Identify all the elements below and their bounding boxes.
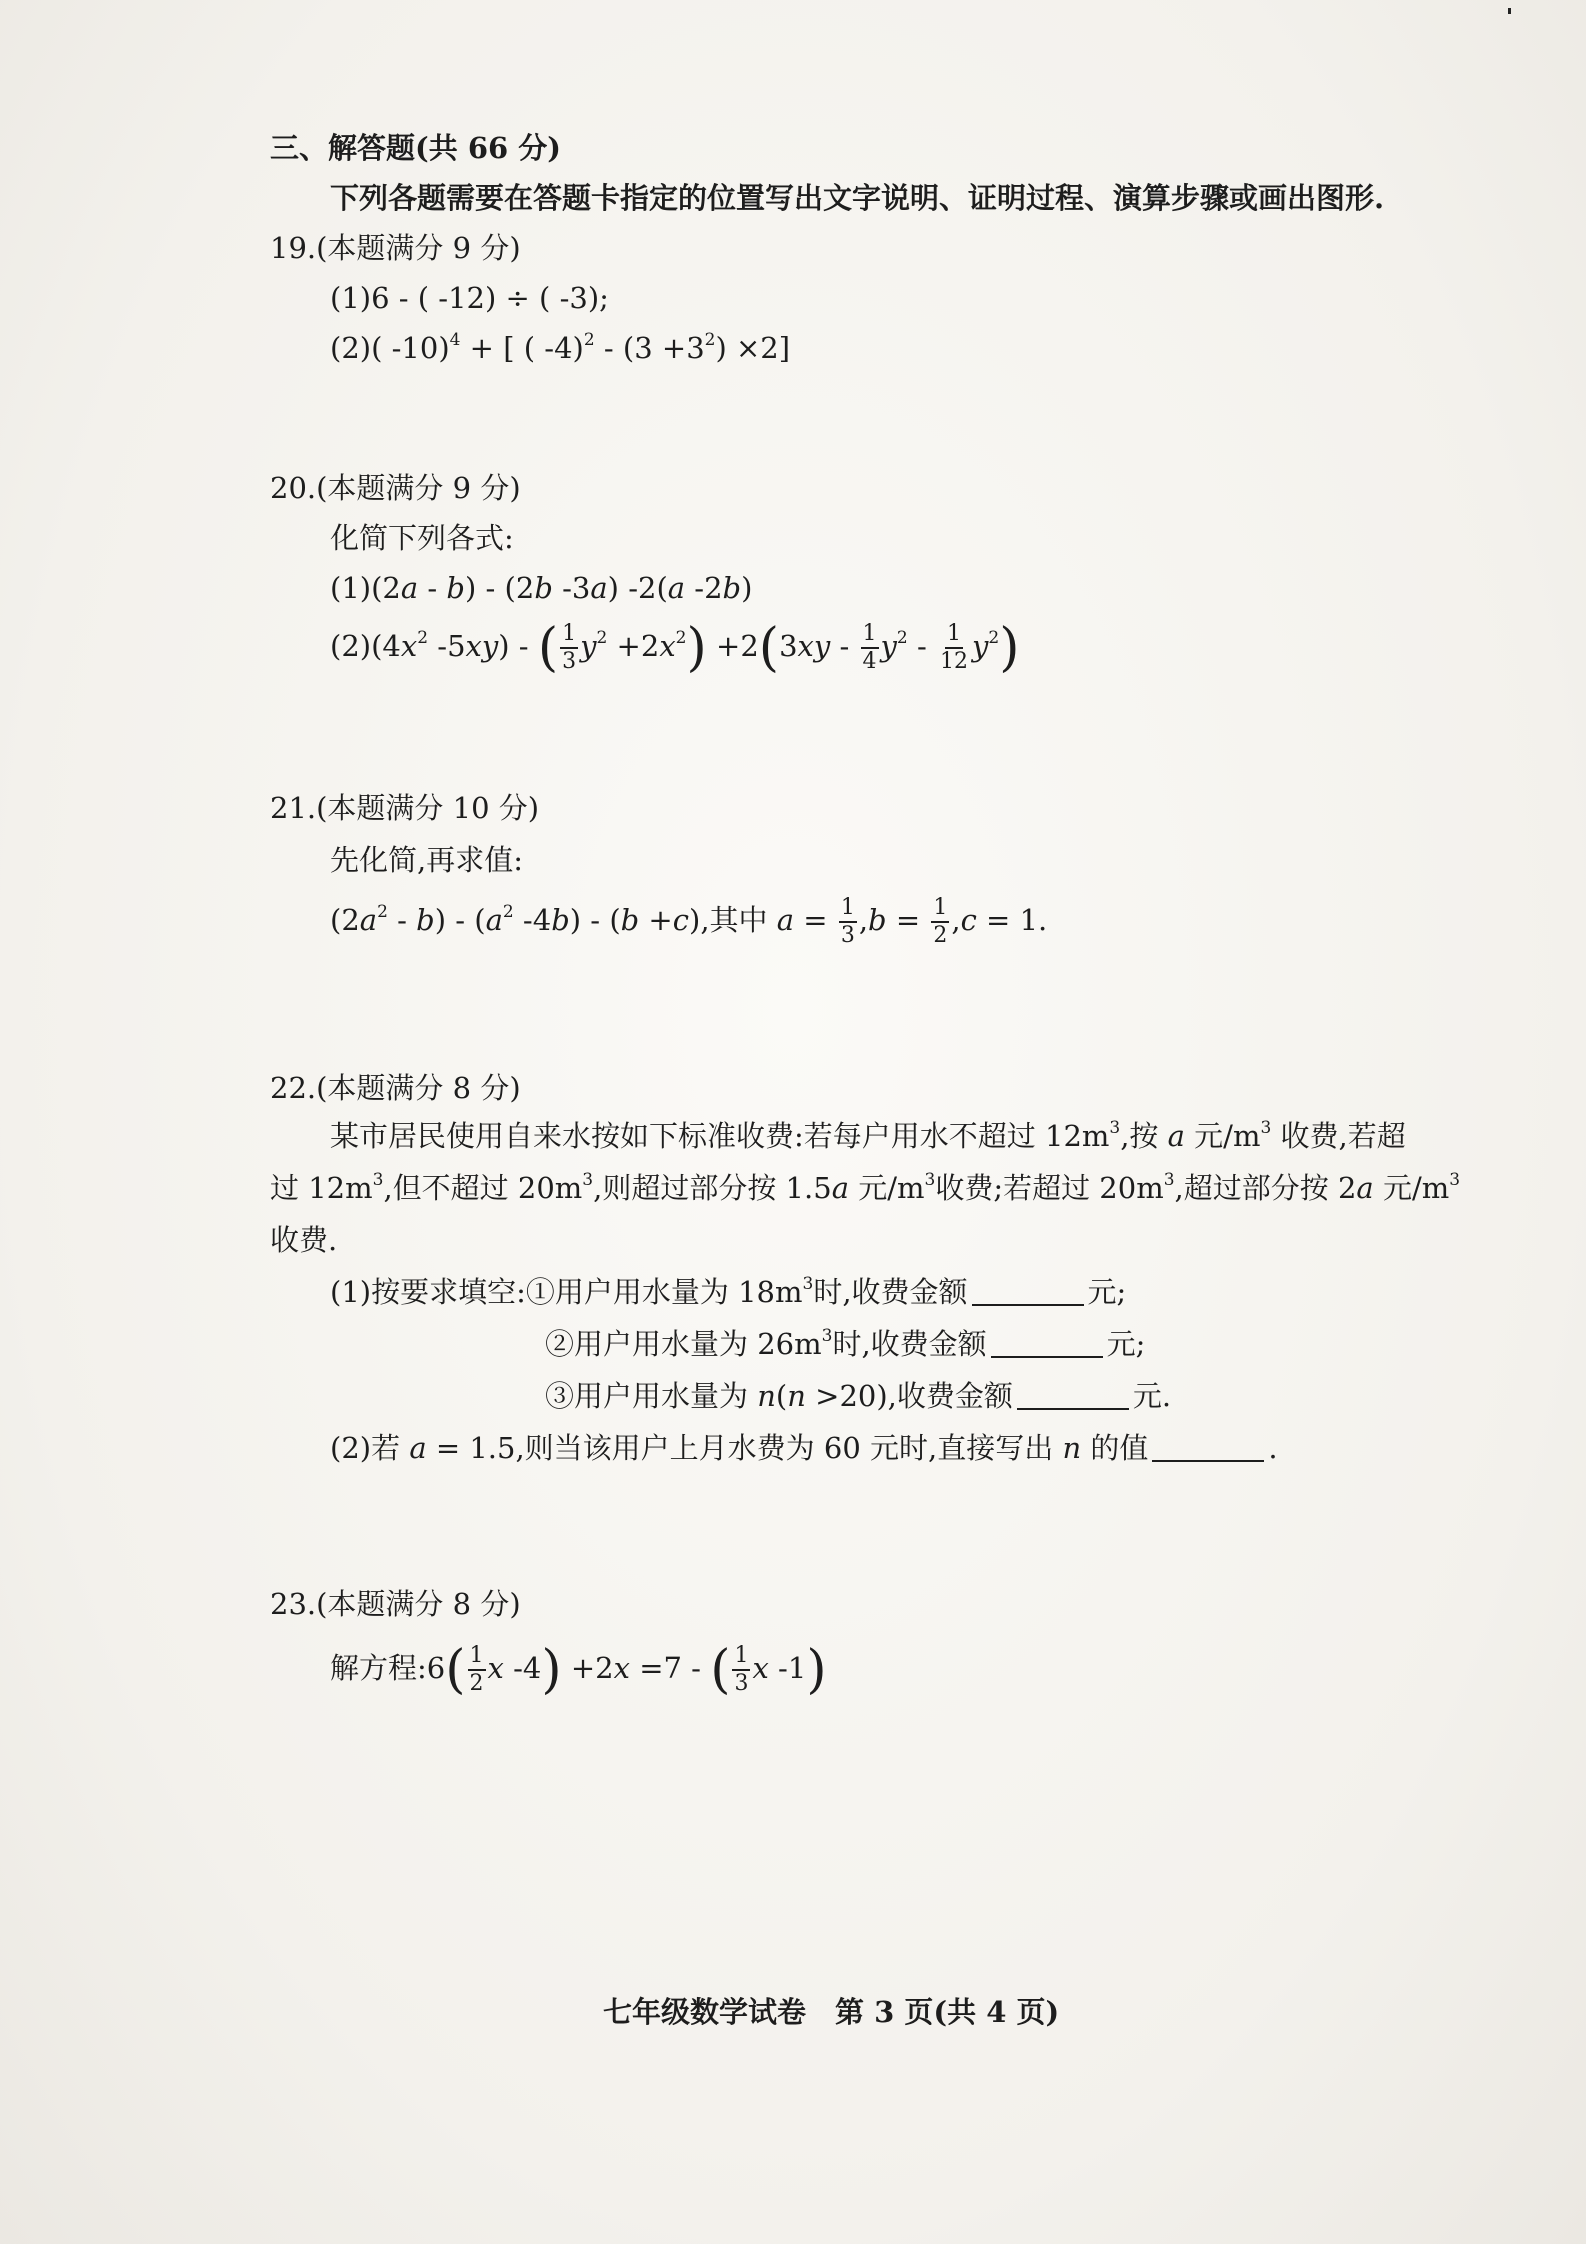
q19-header: 19.(本题满分 9 分) — [270, 231, 521, 265]
q22-para-line1: 某市居民使用自来水按如下标准收费:若每户用水不超过 $12m^3$,按 a 元$/m^3$ 收费,若超 — [330, 1118, 1406, 1153]
section-title: 三、解答题(共 66 分) — [270, 131, 561, 165]
q23-header: 23.(本题满分 8 分) — [270, 1587, 521, 1621]
q19-part1: (1)6 - ( -12) ÷ ( -3); — [330, 281, 609, 315]
answer-blank[interactable] — [1017, 1380, 1129, 1410]
answer-blank[interactable] — [1152, 1432, 1264, 1462]
q20-header: 20.(本题满分 9 分) — [270, 471, 521, 505]
page-footer: 七年级数学试卷 第 3 页(共 4 页) — [603, 1995, 1060, 2029]
q22-para-line2: 过 $12m^3$,但不超过 $20m^3$,则超过部分按 1.5a 元$/m^3$收费;若超过 $20m^3$,超过部分按 2a 元$/m^3$ — [270, 1170, 1461, 1205]
q22-sub1-a: (1)按要求填空:①用户用水量为 $18m^3$时,收费金额 元; — [330, 1274, 1127, 1309]
q22-para-line3: 收费. — [270, 1223, 338, 1257]
q21-expression: $(2a^2 - b) - (a^2$ -4b) - (b +c),其中 a = $\frac{1}{3}$ ,b = $\frac{1}{2}$ ,c = 1. — [330, 895, 1048, 948]
q22-sub1-c: ③用户用水量为 n(n >20),收费金额 元. — [545, 1379, 1172, 1413]
answer-blank[interactable] — [972, 1276, 1084, 1306]
section-instruction: 下列各题需要在答题卡指定的位置写出文字说明、证明过程、演算步骤或画出图形. — [330, 181, 1385, 215]
scan-mark — [1508, 8, 1511, 14]
q20-prompt: 化简下列各式: — [330, 521, 514, 555]
q22-sub2: (2)若 a = 1.5,则当该用户上月水费为 60 元时,直接写出 n 的值 . — [330, 1431, 1278, 1465]
q19-part2: (2)( -10)$^4$ + [ ( $-4)^2 - (3 +3^2) \times 2$] — [330, 330, 791, 365]
q20-part1: (1)(2a - b) - (2b -3a) -2(a -2b) — [330, 571, 753, 605]
q22-sub1-b: ②用户用水量为 $26m^3$时,收费金额 元; — [545, 1326, 1146, 1361]
q21-header: 21.(本题满分 10 分) — [270, 791, 540, 825]
answer-blank[interactable] — [991, 1328, 1103, 1358]
q23-equation: 解方程:6( $\frac{1}{2}$ x -4) +2x =7 - ( $\frac{1}{3}$ x -1) — [330, 1640, 827, 1700]
q21-prompt: 先化简,再求值: — [330, 843, 523, 877]
q20-part2: $(2)(4x^2$ -5xy) - ( $\frac{1}{3}$ $y^2 +2x^2) +2(3xy$ - $\frac{1}{4}$ $y^2$ - $\frac{1}{12}$ $y^2$) — [330, 618, 1020, 678]
q22-header: 22.(本题满分 8 分) — [270, 1071, 521, 1105]
